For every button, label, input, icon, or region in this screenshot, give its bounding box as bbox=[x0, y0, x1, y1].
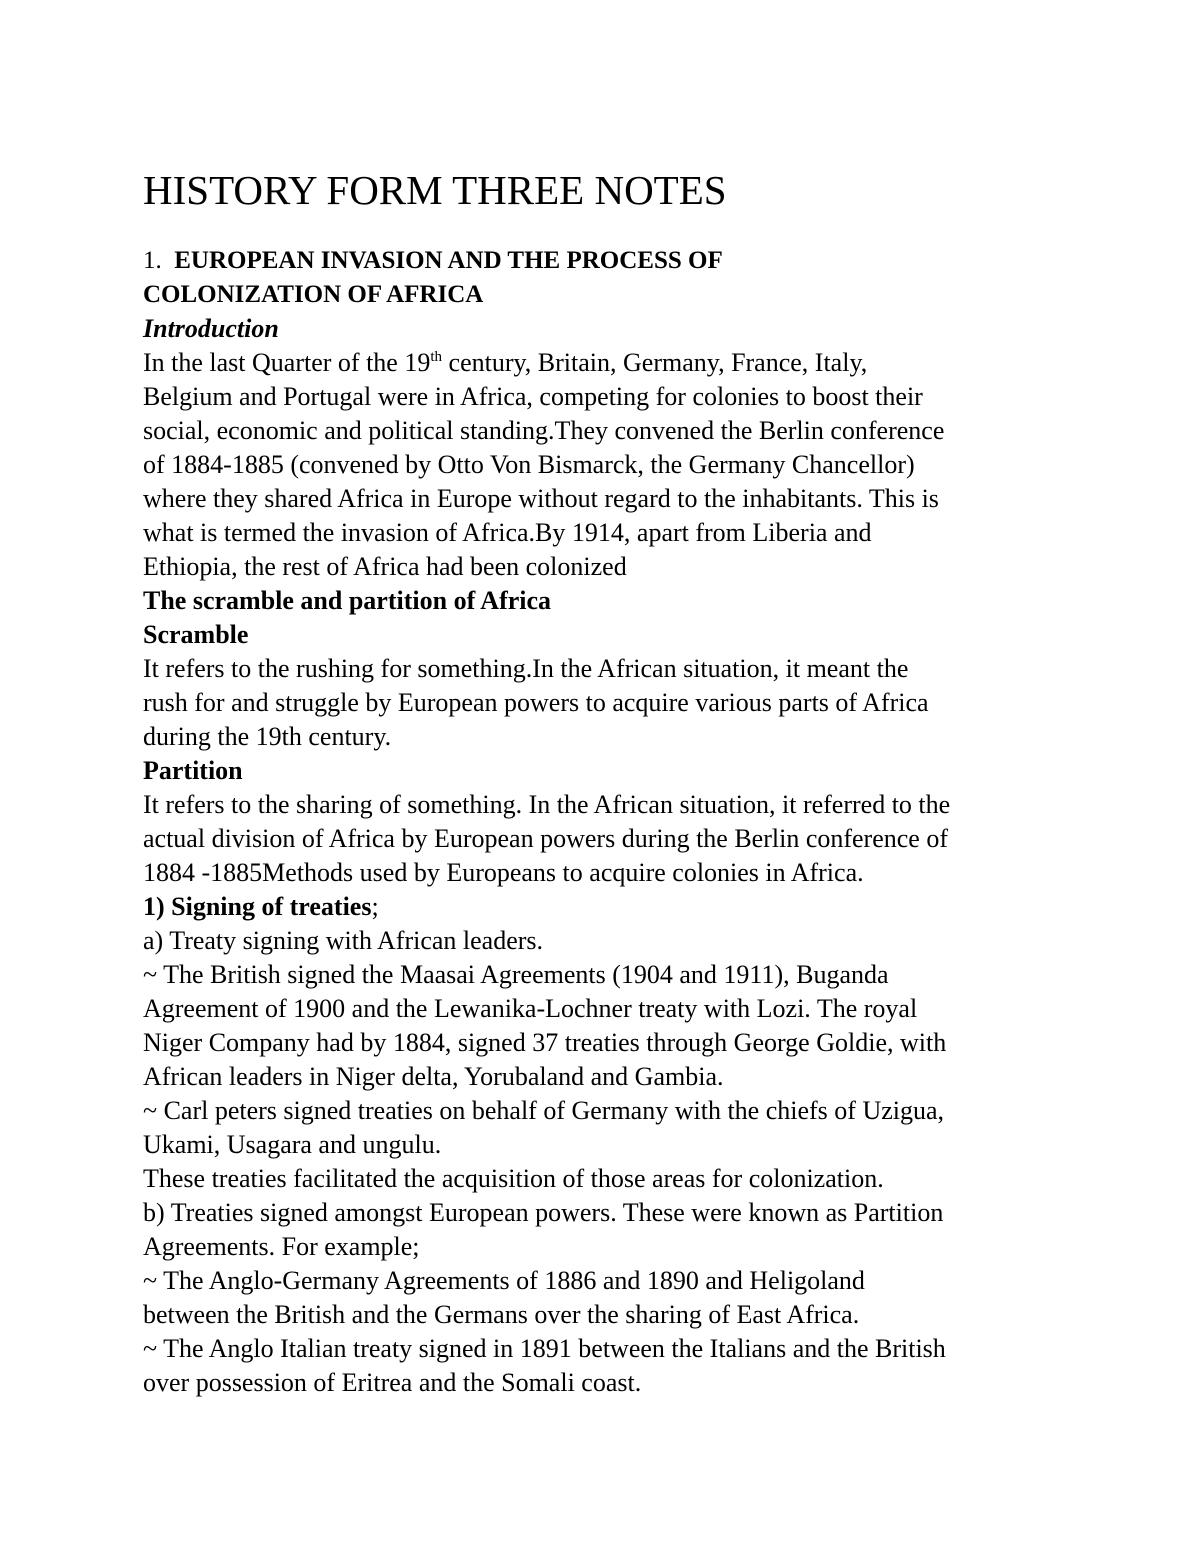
intro-line: what is termed the invasion of Africa.By 1914, apart from Liberia and bbox=[143, 518, 872, 547]
intro-line: where they shared Africa in Europe without regard to the inhabitants. This is bbox=[143, 484, 939, 513]
method-1-heading: 1) Signing of treaties bbox=[143, 892, 372, 921]
intro-line-1 bbox=[143, 346, 1083, 380]
scramble-line: during the 19th century. bbox=[143, 722, 392, 751]
partition-line: It refers to the sharing of something. In the African situation, it referred to the bbox=[143, 790, 951, 819]
section-heading-line-2: COLONIZATION OF AFRICA bbox=[143, 281, 484, 308]
scramble-line: It refers to the rushing for something.In the African situation, it meant the bbox=[143, 654, 909, 683]
method-1-line: Niger Company had by 1884, signed 37 treaties through George Goldie, with bbox=[143, 1028, 947, 1057]
scramble-heading: Scramble bbox=[143, 620, 249, 649]
method-1-line: ~ The Anglo-Germany Agreements of 1886 and 1890 and Heligoland bbox=[143, 1266, 865, 1295]
method-1-line: ~ Carl peters signed treaties on behalf of Germany with the chiefs of Uzigua, bbox=[143, 1096, 945, 1125]
partition-line: actual division of Africa by European powers during the Berlin conference of bbox=[143, 824, 948, 853]
scramble-partition-heading: The scramble and partition of Africa bbox=[143, 586, 552, 615]
intro-line: of 1884-1885 (convened by Otto Von Bismarck, the Germany Chancellor) bbox=[143, 450, 915, 479]
intro-line: Ethiopia, the rest of Africa had been colonized bbox=[143, 552, 627, 581]
method-1-suffix: ; bbox=[371, 892, 379, 921]
method-1-heading-line bbox=[143, 890, 1083, 924]
document-title: HISTORY FORM THREE NOTES bbox=[143, 167, 727, 213]
intro-line-1-start: In the last Quarter of the 19 bbox=[143, 348, 431, 377]
method-1-line: over possession of Eritrea and the Somali coast. bbox=[143, 1368, 642, 1397]
section-number: 1. bbox=[143, 247, 162, 274]
partition-line: 1884 -1885Methods used by Europeans to acquire colonies in Africa. bbox=[143, 858, 864, 887]
intro-line: social, economic and political standing.They convened the Berlin conference bbox=[143, 416, 945, 445]
method-1-line: a) Treaty signing with African leaders. bbox=[143, 926, 544, 955]
ordinal-superscript: th bbox=[430, 349, 443, 365]
introduction-heading: Introduction bbox=[143, 314, 279, 343]
method-1-line: Agreements. For example; bbox=[143, 1232, 420, 1261]
document-page bbox=[143, 160, 1083, 1400]
intro-line: Belgium and Portugal were in Africa, competing for colonies to boost their bbox=[143, 382, 923, 411]
method-1-line: Agreement of 1900 and the Lewanika-Lochner treaty with Lozi. The royal bbox=[143, 994, 918, 1023]
method-1-line: African leaders in Niger delta, Yorubaland and Gambia. bbox=[143, 1062, 724, 1091]
scramble-line: rush for and struggle by European powers to acquire various parts of Africa bbox=[143, 688, 929, 717]
method-1-line: ~ The Anglo Italian treaty signed in 1891 between the Italians and the British bbox=[143, 1334, 946, 1363]
intro-line-1-end: century, Britain, Germany, France, Italy, bbox=[442, 348, 868, 377]
section-heading-line-1 bbox=[143, 244, 1083, 278]
method-1-line: These treaties facilitated the acquisition of those areas for colonization. bbox=[143, 1164, 884, 1193]
partition-heading: Partition bbox=[143, 756, 243, 785]
method-1-line: ~ The British signed the Maasai Agreements (1904 and 1911), Buganda bbox=[143, 960, 889, 989]
method-1-line: Ukami, Usagara and ungulu. bbox=[143, 1130, 442, 1159]
method-1-line: b) Treaties signed amongst European powers. These were known as Partition bbox=[143, 1198, 944, 1227]
method-1-line: between the British and the Germans over the sharing of East Africa. bbox=[143, 1300, 860, 1329]
section-heading-text-1: EUROPEAN INVASION AND THE PROCESS OF bbox=[174, 247, 723, 274]
